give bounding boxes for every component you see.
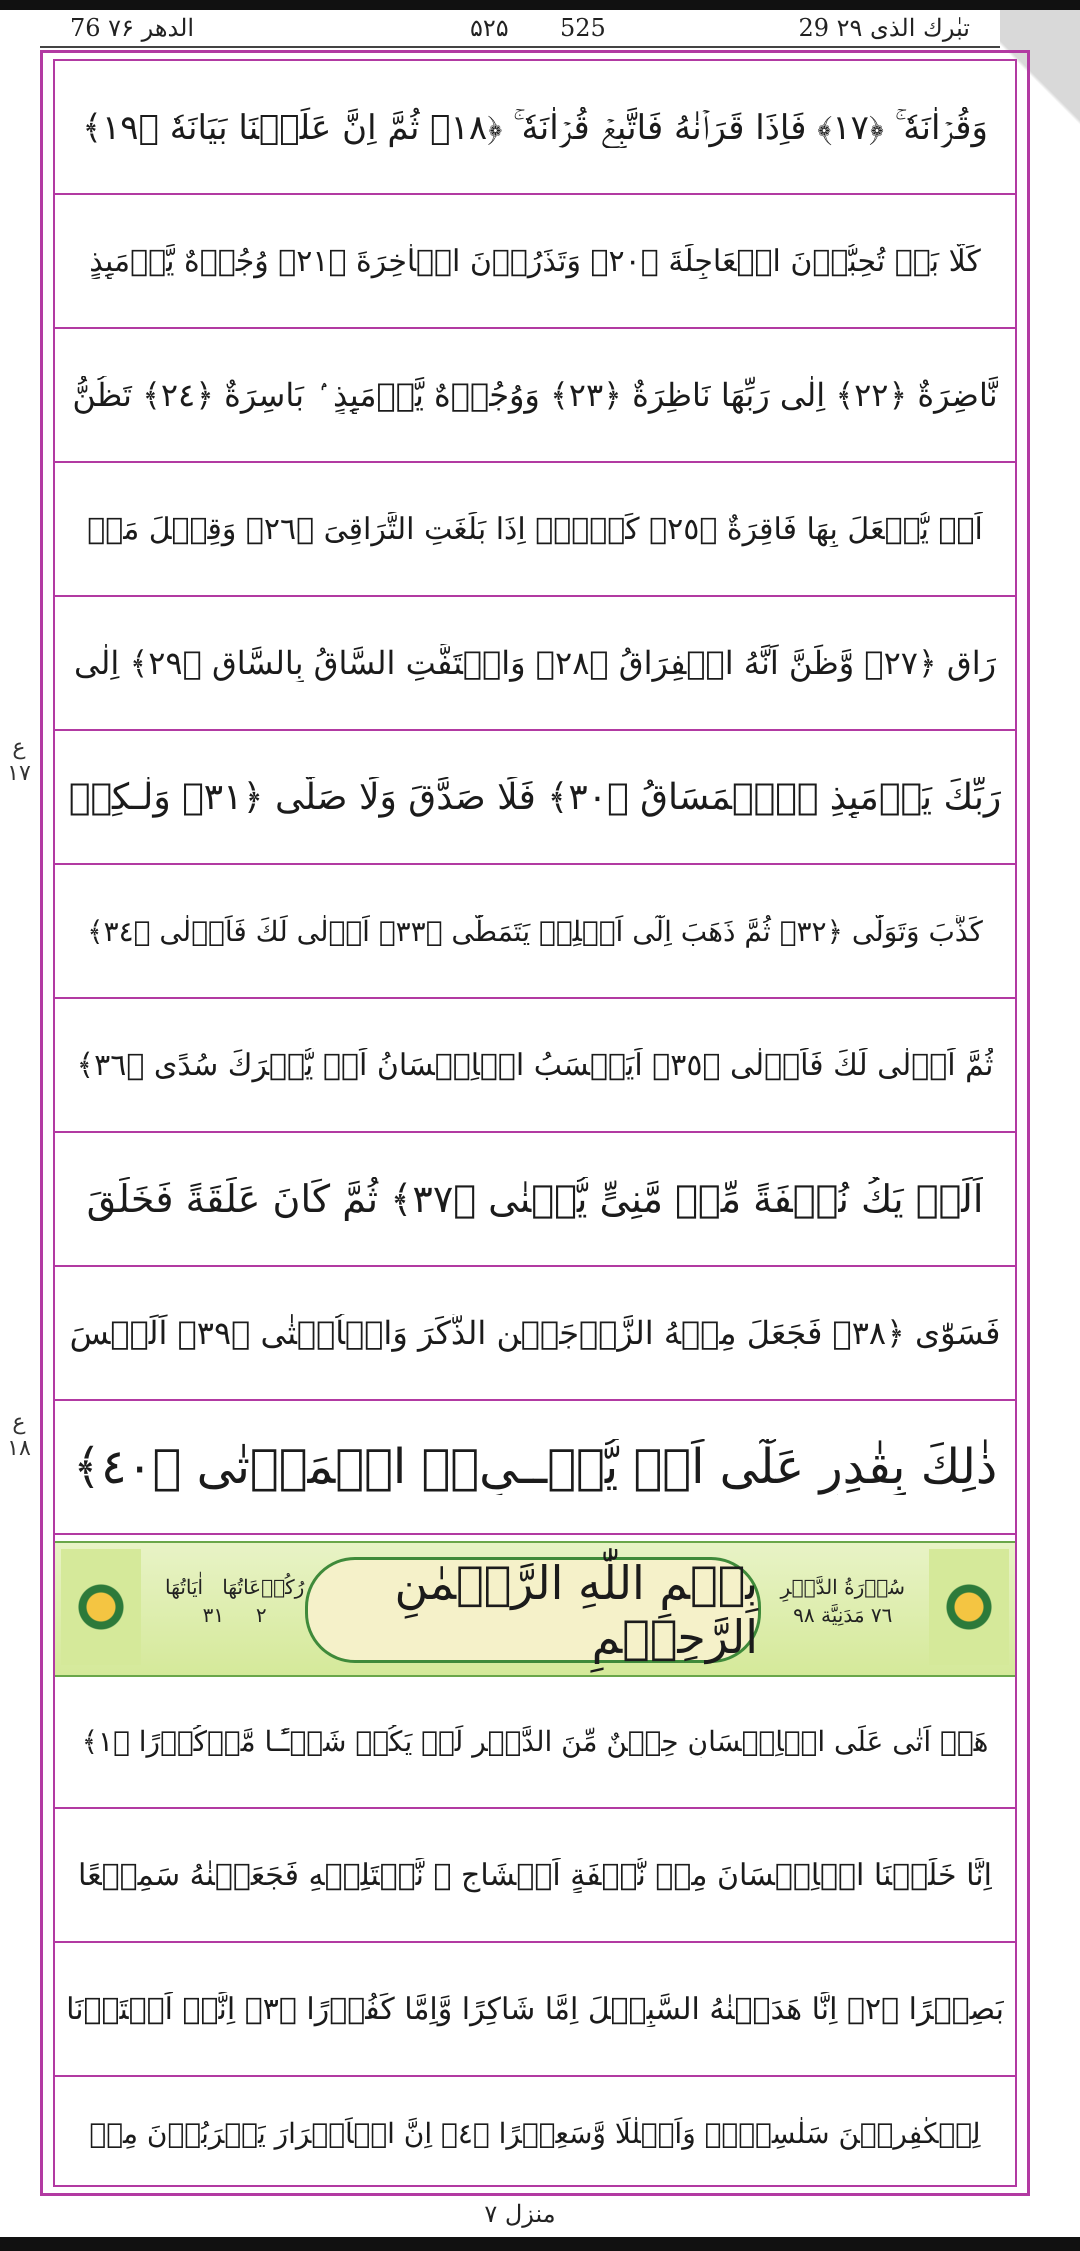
verse-line-text: ثُمَّ اَوۡلٰى لَكَ فَاَوۡلٰى ﴿٣٥﴾ اَيَحۡسَبُ الۡاِنۡسَانُ اَنۡ يُّتۡرَكَ سُدًى ﴿٣٦﴾ [76, 1047, 994, 1083]
verse-line [55, 1943, 1015, 2077]
ayat-count: ٣١ [202, 1603, 225, 1627]
header-page-number: 525 [560, 14, 606, 42]
bismillah: بِسۡمِ اللّٰهِ الرَّحۡمٰنِ الرَّحِيۡمِ [305, 1557, 761, 1663]
page-footer: منزل ۷ [484, 2200, 556, 2228]
surah-header-banner [55, 1541, 1015, 1677]
ruku-marker-2-glyph: ع [12, 1410, 26, 1435]
verse-line [55, 195, 1015, 329]
verse-line-text: ذٰلِكَ بِقٰدِرٍ عَلٰٓى اَنۡ يُّحۡــىِۦَ الۡمَوۡتٰى ﴿٤٠﴾ [72, 1439, 998, 1495]
surah-name: الدَّهۡرِ [780, 1575, 838, 1599]
verse-line-text: اِنَّا خَلَقۡنَا الۡاِنۡسَانَ مِنۡ نُّطۡفَةٍ اَمۡشَاجٍ ۖ نَّبۡتَلِيۡهِ فَجَعَلۡنٰهُ سَمِيۡعًا [78, 1857, 992, 1893]
ruku-marker-2 [4, 1410, 34, 1462]
page-header [40, 14, 1000, 48]
header-rule [40, 46, 1000, 48]
verse-line [55, 61, 1015, 195]
page-frame [40, 50, 1030, 2196]
bottom-nav-bar [0, 2237, 1080, 2251]
ornament-left [61, 1549, 141, 1665]
verse-line [55, 1267, 1015, 1401]
surah-meta: ٧٦ مَدَنِيَّة ٩٨ [793, 1603, 893, 1627]
verse-line-text: اَنۡ يُّفۡعَلَ بِهَا فَاقِرَةٌ ﴿٢٥﴾ كَلَّاۤ اِذَا بَلَغَتِ التَّرَاقِىَ ﴿٢٦﴾ وَقِيۡلَ مَنۡ [87, 511, 983, 547]
verse-line-text: رَاقٍ ﴿٢٧﴾ وَّظَنَّ اَنَّهُ الۡفِرَاقُ ﴿٢٨﴾ وَالۡتَفَّتِ السَّاقُ بِالسَّاقِ ﴿٢٩﴾ اِلٰى [73, 644, 997, 682]
surah-title [781, 1573, 905, 1629]
ruku-count: ٢ [255, 1603, 267, 1627]
verse-line [55, 2077, 1015, 2189]
surah-counts [165, 1573, 304, 1629]
verse-line-text: رَبِّكَ يَوۡمَٮِٕذِ اۨلۡمَسَاقُ ﴿٣٠﴾ فَلَا صَدَّقَ وَلَا صَلّٰى ﴿٣١﴾ وَلٰـكِنۡ [68, 776, 1002, 818]
surah-label: سُوۡرَةُ [844, 1575, 905, 1599]
verse-line [55, 329, 1015, 463]
verse-line-text: كَلَّا بَلۡ تُحِبُّوۡنَ الۡعَاجِلَةَ ﴿٢٠﴾ وَتَذَرُوۡنَ الۡاٰخِرَةَ ﴿٢١﴾ وُجُوۡهٌ يَّوۡمَٮِٕذٍ [89, 243, 981, 279]
header-juz: 29 تبٰرك الذی ۲۹ [798, 14, 970, 42]
verse-line-text: بَصِيۡرًا ﴿٢﴾ اِنَّا هَدَيۡنٰهُ السَّبِيۡلَ اِمَّا شَاكِرًا وَّاِمَّا كَفُوۡرًا ﴿٣﴾ اِنَّاۤ اَعۡتَدۡنَا [66, 1991, 1004, 2027]
verse-line-text: وَقُرۡاٰنَهٗ ۚ ﴿١٧﴾ فَاِذَا قَرَاۡنٰهُ فَاتَّبِعۡ قُرۡاٰنَهٗ ۚ ﴿١٨﴾ ثُمَّ اِنَّ عَلَيۡنَا بَيَانَهٗ ﴿١٩﴾ [82, 107, 988, 148]
ruku-marker-1-glyph: ع [12, 735, 26, 760]
verse-line-text: نَّاضِرَةٌ ﴿٢٢﴾ اِلٰى رَبِّهَا نَاظِرَةٌ ﴿٢٣﴾ وَوُجُوۡهٌ يَّوۡمَٮِٕذٍ ۢ بَاسِرَةٌ ﴿٢٤﴾ تَظُنُّ [72, 376, 998, 414]
ruku-marker-1-num: ١٧ [7, 761, 31, 786]
ruku-marker-2-num: ١٨ [7, 1436, 31, 1461]
header-page-arabic: ۵۲۵ [470, 14, 509, 42]
verse-line-text: فَسَوّٰى ﴿٣٨﴾ فَجَعَلَ مِنۡهُ الزَّوۡجَيۡنِ الذَّكَرَ وَالۡاُنۡثٰى ﴿٣٩﴾ اَلَيۡسَ [69, 1314, 1001, 1352]
verse-line [55, 731, 1015, 865]
ruku-label: رُكُوۡعَاتُهَا [222, 1575, 305, 1599]
verse-line [55, 1401, 1015, 1535]
top-status-bar [0, 0, 1080, 10]
verse-line-text: اَلَمۡ يَكُ نُطۡفَةً مِّنۡ مَّنِىٍّ يُّمۡنٰى ﴿٣٧﴾ ثُمَّ كَانَ عَلَقَةً فَخَلَقَ [86, 1177, 984, 1221]
ruku-marker-1 [4, 735, 34, 787]
header-surah: 76 الدھر ۷۶ [70, 14, 195, 42]
verse-line [55, 865, 1015, 999]
verse-line [55, 597, 1015, 731]
verse-line [55, 1809, 1015, 1943]
ornament-right [929, 1549, 1009, 1665]
ayat-label: اٰيَاتُهَا [165, 1575, 204, 1599]
verse-line [55, 463, 1015, 597]
verse-line-text: كَذَّبَ وَتَوَلّٰى ﴿٣٢﴾ ثُمَّ ذَهَبَ اِلٰٓى اَهۡلِهٖ يَتَمَطّٰى ﴿٣٣﴾ اَوۡلٰى لَكَ فَاَوۡلٰى ﴿٣٤﴾ [87, 914, 983, 948]
verse-line-text: لِلۡكٰفِرِيۡنَ سَلٰسِلَا۟ وَاَغۡلٰلًا وَّسَعِيۡرًا ﴿٤﴾ اِنَّ الۡاَبۡرَارَ يَشۡرَبُوۡنَ مِنۡ [89, 2116, 981, 2150]
verse-line [55, 1133, 1015, 1267]
verse-line [55, 999, 1015, 1133]
text-area [53, 59, 1017, 2187]
verse-line [55, 1675, 1015, 1809]
verse-line-text: هَلۡ اَتٰى عَلَى الۡاِنۡسَانِ حِيۡنٌ مِّنَ الدَّهۡرِ لَمۡ يَكُنۡ شَيۡـًٔـا مَّذۡكُوۡرًا ﴿١﴾ [81, 1724, 989, 1758]
